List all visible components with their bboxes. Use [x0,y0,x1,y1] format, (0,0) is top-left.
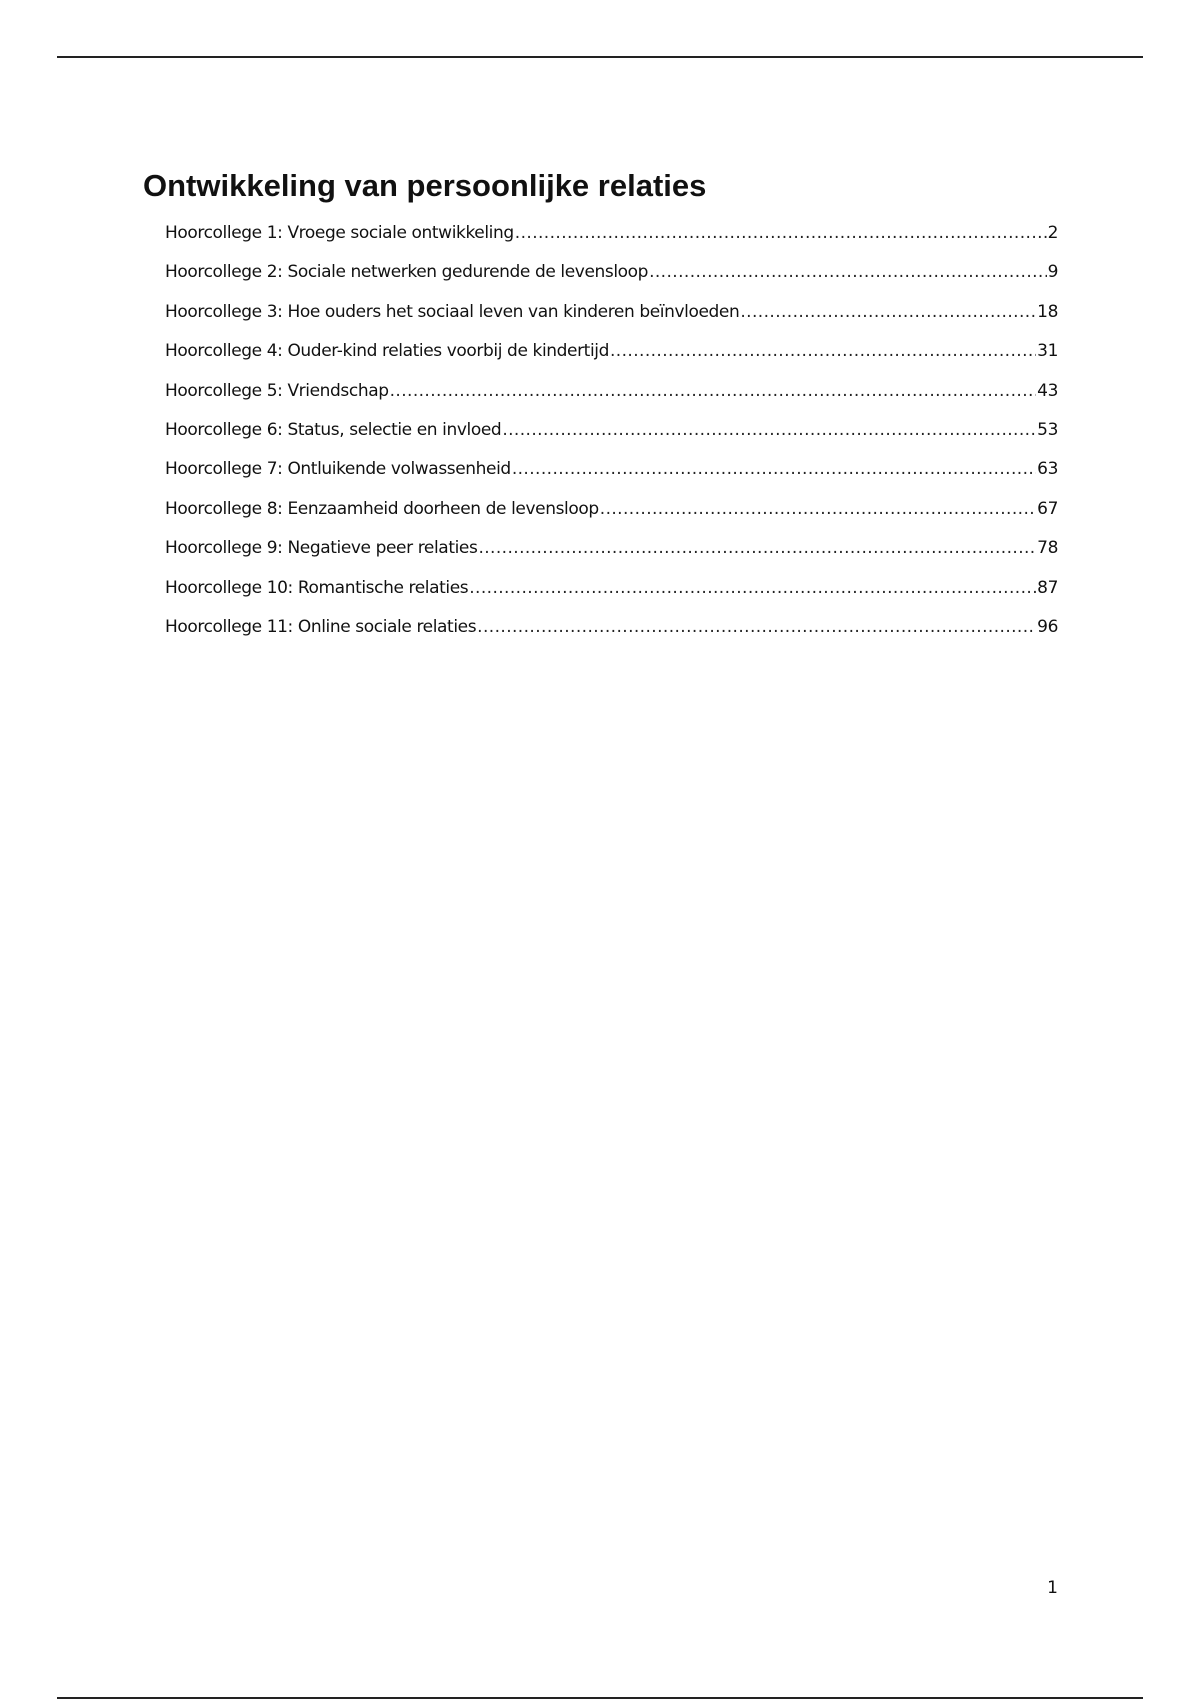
toc-entry-10[interactable] [165,572,1058,611]
toc-entry-label: Hoorcollege 2: Sociale netwerken gedurende de levensloop [165,262,649,283]
toc-entry-page: 2 [1047,223,1058,243]
toc-dot-leader [390,375,1037,407]
toc-dot-leader [502,414,1036,446]
toc-entry-label: Hoorcollege 4: Ouder-kind relaties voorbij de kindertijd [165,341,609,362]
toc-entry-page: 96 [1037,616,1058,637]
toc-dot-leader [515,217,1047,249]
toc-entry-2[interactable] [165,256,1058,295]
toc-dot-leader [478,532,1036,564]
toc-dot-leader [600,493,1036,525]
toc-dot-leader [740,296,1036,328]
toc-entry-page: 78 [1037,538,1058,559]
toc-entry-page: 53 [1037,419,1058,440]
toc-entry-page: 67 [1037,498,1058,519]
page-number: 1 [1047,1578,1058,1598]
toc-entry-label: Hoorcollege 10: Romantische relaties [165,577,469,598]
table-of-contents [165,217,1058,650]
toc-entry-label: Hoorcollege 6: Status, selectie en invloed [165,419,502,440]
footer-rule [57,1697,1143,1699]
toc-entry-label: Hoorcollege 9: Negatieve peer relaties [165,538,478,559]
toc-entry-9[interactable] [165,532,1058,571]
toc-title: Ontwikkeling van persoonlijke relaties [143,168,707,203]
toc-entry-label: Hoorcollege 8: Eenzaamheid doorheen de levensloop [165,498,599,519]
toc-entry-label: Hoorcollege 3: Hoe ouders het sociaal leven van kinderen beïnvloeden [165,301,740,322]
toc-dot-leader [477,611,1036,643]
toc-entry-label: Hoorcollege 7: Ontluikende volwassenheid [165,459,511,480]
toc-entry-page: 18 [1037,301,1058,322]
toc-entry-7[interactable] [165,453,1058,492]
toc-entry-3[interactable] [165,296,1058,335]
toc-entry-6[interactable] [165,414,1058,453]
toc-entry-page: 31 [1037,341,1058,362]
toc-entry-label: Hoorcollege 5: Vriendschap [165,380,389,401]
toc-entry-8[interactable] [165,493,1058,532]
toc-entry-label: Hoorcollege 11: Online sociale relaties [165,616,477,637]
toc-entry-label: Hoorcollege 1: Vroege sociale ontwikkeling [165,223,514,243]
header-rule [57,56,1143,58]
toc-dot-leader [469,572,1036,604]
toc-entry-page: 9 [1047,262,1058,283]
toc-entry-4[interactable] [165,335,1058,374]
toc-dot-leader [610,335,1036,367]
toc-entry-11[interactable] [165,611,1058,650]
toc-entry-1[interactable] [165,217,1058,256]
toc-dot-leader [512,453,1036,485]
toc-entry-page: 43 [1037,380,1058,401]
toc-entry-page: 87 [1037,577,1058,598]
toc-entry-page: 63 [1037,459,1058,480]
toc-dot-leader [649,256,1047,288]
toc-entry-5[interactable] [165,375,1058,414]
